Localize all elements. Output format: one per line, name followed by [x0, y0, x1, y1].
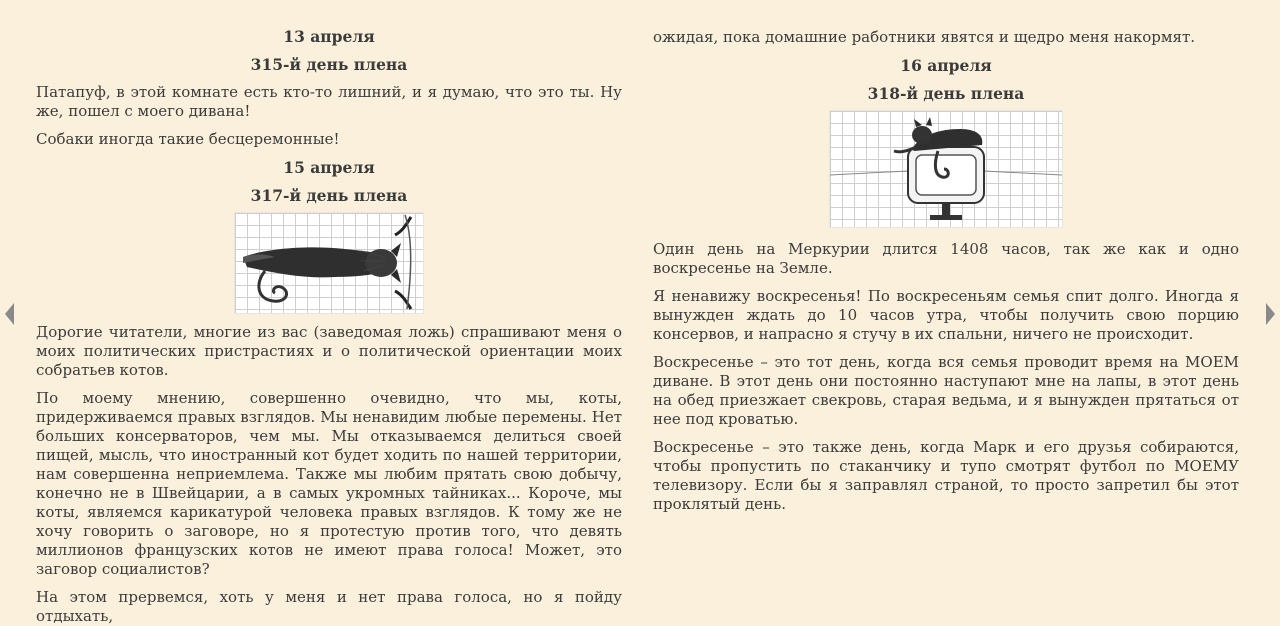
left-page: [36, 18, 622, 626]
paragraph-continuation: ожидая, пока домашние работники явятся и щедро меня накормят.: [653, 28, 1196, 46]
cat-on-tv-illustration: [829, 110, 1063, 228]
paragraph: На этом прервемся, хоть у меня и нет права голоса, но я пойду отдыхать,: [36, 588, 622, 625]
right-page: [653, 0, 1239, 514]
entry-date: 15 апреля: [283, 158, 375, 177]
paragraph: Дорогие читатели, многие из вас (заведомая ложь) спрашивают меня о моих политических пристрастиях и о политической ориентации моих собратьев котов.: [36, 323, 622, 379]
entry-day-count: 317-й день плена: [250, 186, 408, 205]
paragraph: Собаки иногда такие бесцеремонные!: [36, 130, 340, 148]
entry-day-count: 318-й день плена: [867, 84, 1025, 103]
chevron-right-icon[interactable]: [1266, 303, 1275, 325]
entry-date: 13 апреля: [283, 27, 375, 46]
paragraph: Я ненавижу воскресенья! По воскресеньям семья спит долго. Иногда я вынужден ждать до 10 часов утра, чтобы получить свою порцию консервов, и напрасно я стучу в их спальни, ничего не происходит.: [653, 287, 1239, 343]
chevron-left-icon[interactable]: [5, 303, 14, 325]
paragraph: По моему мнению, совершенно очевидно, что мы, коты, придерживаемся правых взглядов. Мы ненавидим любые перемены. Нет больших консерваторов, чем мы. Мы отказываемся делиться своей пищей, мысль, что иностранный кот будет ходить по нашей территории, нам совершенна неприемлема. Также мы любим прятать свою добычу, конечно не в Швейцарии, а в самых укромных тайниках... Короче, мы коты, являемся карикатурой человека правых взглядов. К тому же не хочу говорить о заговоре, но я протестую против того, что девять миллионов французских котов не имеют права голоса! Может, это заговор социалистов?: [36, 389, 622, 578]
paragraph: Патапуф, в этой комнате есть кто-то лишний, и я думаю, что это ты. Ну же, пошел с моего дивана!: [36, 83, 622, 120]
paragraph: Один день на Меркурии длится 1408 часов, так же как и одно воскресенье на Земле.: [653, 240, 1239, 277]
paragraph: Воскресенье – это тот день, когда вся семья проводит время на МОЕМ диване. В этот день они постоянно наступают мне на лапы, в этот день на обед приезжает свекровь, старая ведьма, и я вынужден прятаться от нее под кроватью.: [653, 353, 1239, 428]
cat-stretching-illustration: [234, 212, 424, 314]
paragraph: Воскресенье – это также день, когда Марк и его друзья собираются, чтобы пропустить по стаканчику и тупо смотрят футбол по МОЕМУ телевизору. Если бы я заправлял страной, то просто запретил бы этот проклятый день.: [653, 438, 1239, 513]
entry-date: 16 апреля: [900, 56, 992, 75]
entry-day-count: 315-й день плена: [250, 55, 408, 74]
